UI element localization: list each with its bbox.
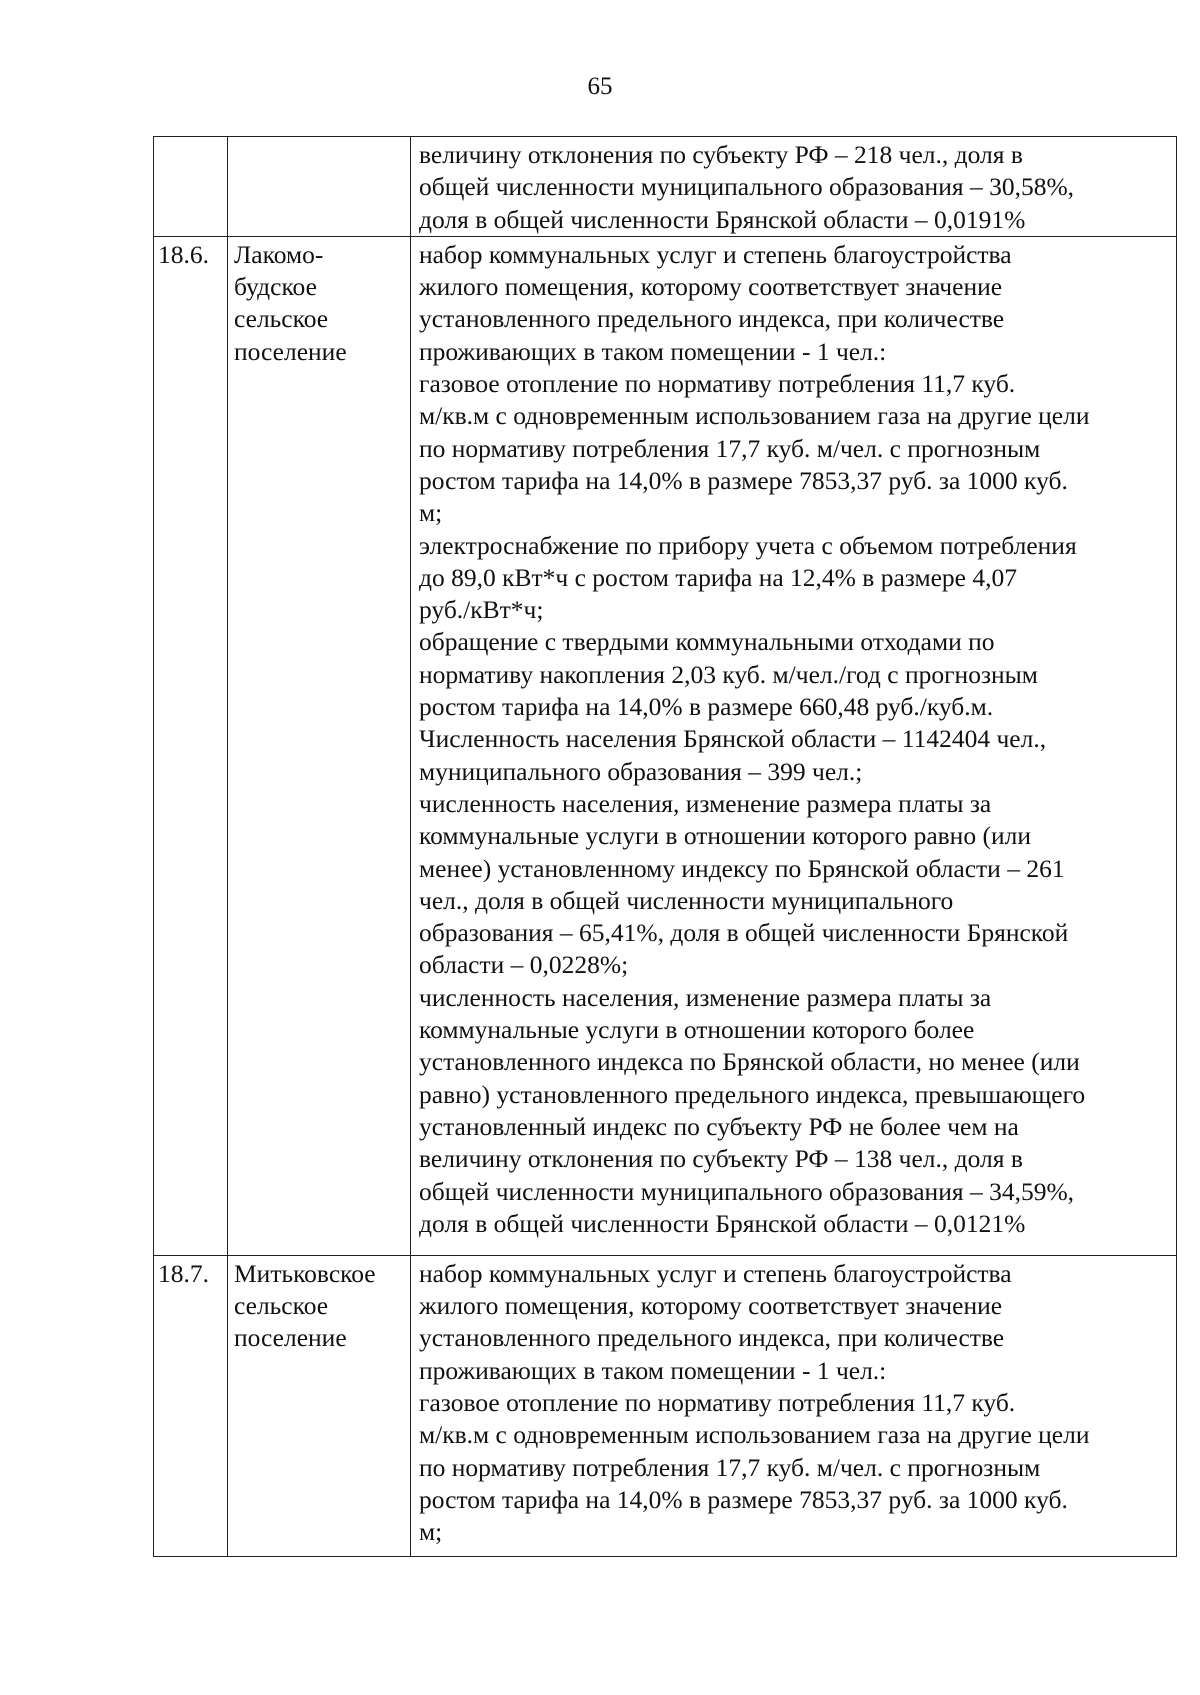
- description-paragraph: обращение с твердыми коммунальными отходами по нормативу накопления 2,03 куб. м/чел./год с прогнозным ростом тарифа на 14,0% в размере 660,48 руб./куб.м.: [419, 627, 1038, 722]
- table-row-18-6: [154, 236, 1177, 1255]
- municipality-name: Лакомо- будское сельское поселение: [234, 239, 347, 366]
- description-paragraph: Численность населения Брянской области – 1142404 чел., муниципального образования – 399 чел.;: [419, 724, 1047, 786]
- page-number: 65: [587, 73, 613, 100]
- row-number-cell: 18.6.: [154, 236, 228, 1255]
- description-paragraph: газовое отопление по нормативу потребления 11,7 куб. м/кв.м с одновременным использованием газа на другие цели по нормативу потребления 17,7 куб. м/чел. с прогнозным ростом тарифа на 14,0% в размере 7853,37 руб. за 1000 куб. м;: [419, 369, 1090, 528]
- municipality-name-cell: [228, 1255, 411, 1556]
- description-paragraph: электроснабжение по прибору учета с объемом потребления до 89,0 кВт*ч с ростом тарифа на 12,4% в размере 4,07 руб./кВт*ч;: [419, 530, 1077, 625]
- municipality-name-cell: [228, 236, 411, 1255]
- municipal-table: [153, 136, 1177, 1557]
- description-cell: [411, 1255, 1177, 1556]
- description-cell: [411, 236, 1177, 1255]
- description-paragraph: численность населения, изменение размера платы за коммунальные услуги в отношении которого более установленного индекса по Брянской области, но менее (или равно) установленного предельного индекса, превышающего установленный индекс по субъекту РФ не более чем на величину отклонения по субъекту РФ – 138 чел., доля в общей численности муниципального образования – 34,59%, доля в общей численности Брянской области – 0,0121%: [419, 982, 1086, 1238]
- description-paragraph: газовое отопление по нормативу потребления 11,7 куб. м/кв.м с одновременным использованием газа на другие цели по нормативу потребления 17,7 куб. м/чел. с прогнозным ростом тарифа на 14,0% в размере 7853,37 руб. за 1000 куб. м;: [419, 1388, 1090, 1547]
- table-row-18-7: [154, 1255, 1177, 1556]
- description-paragraph: набор коммунальных услуг и степень благоустройства жилого помещения, которому соответствует значение установленного предельного индекса, при количестве проживающих в таком помещении - 1 чел.:: [419, 1258, 1012, 1385]
- row-number-cell: 18.7.: [154, 1255, 228, 1556]
- description-cell: [411, 137, 1177, 237]
- municipality-name: Митьковское сельское поселение: [234, 1258, 376, 1353]
- row-number-cell: [154, 137, 228, 237]
- description-paragraph: набор коммунальных услуг и степень благоустройства жилого помещения, которому соответствует значение установленного предельного индекса, при количестве проживающих в таком помещении - 1 чел.:: [419, 239, 1012, 366]
- table-row-continuation: [154, 137, 1177, 237]
- municipality-name-cell: [228, 137, 411, 237]
- description-paragraph: величину отклонения по субъекту РФ – 218 чел., доля в общей численности муниципального образования – 30,58%, доля в общей численности Брянской области – 0,0191%: [419, 140, 1075, 234]
- description-paragraph: численность населения, изменение размера платы за коммунальные услуги в отношении которого равно (или менее) установленному индексу по Брянской области – 261 чел., доля в общей численности муниципального образования – 65,41%, доля в общей численности Брянской области – 0,0228%;: [419, 788, 1069, 980]
